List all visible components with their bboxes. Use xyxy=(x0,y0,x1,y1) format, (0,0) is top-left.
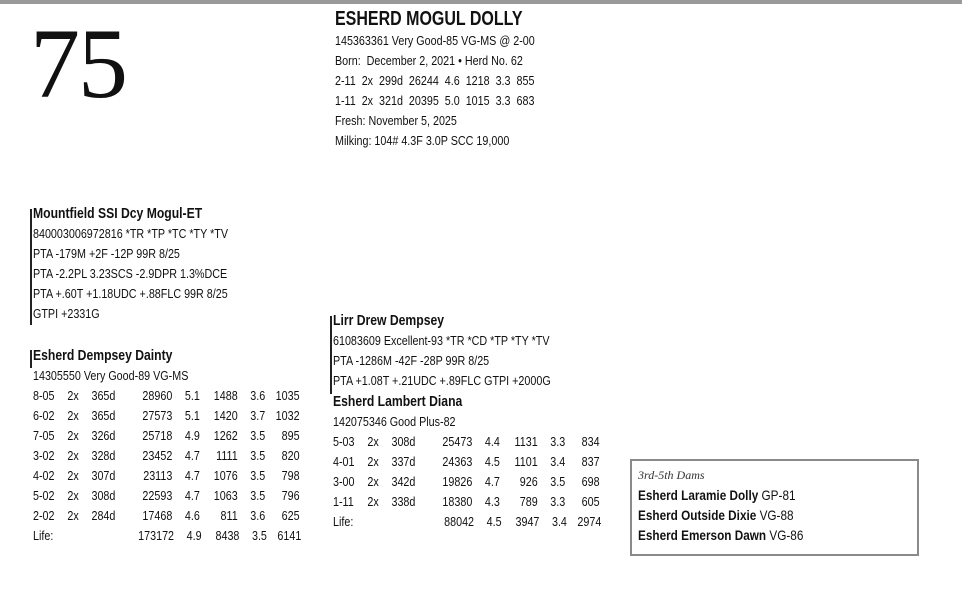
dam-entry-name: Esherd Outside Dixie xyxy=(638,507,757,523)
record-days: 328d xyxy=(91,449,116,463)
mgs-line: PTA -1286M -42F -28P 99R 8/25 xyxy=(333,354,490,368)
mgs-line: PTA +1.08T +.21UDC +.89FLC GTPI +2000G xyxy=(333,374,551,388)
record-fat: 811 xyxy=(220,509,238,523)
record-days: 365d xyxy=(91,409,116,423)
record-fat: 1420 xyxy=(213,409,238,423)
life-fat: 8438 xyxy=(215,529,240,543)
record-milk: 28960 xyxy=(142,389,173,403)
dam-life-row xyxy=(33,526,301,546)
dam-block xyxy=(33,346,345,546)
gdam-records xyxy=(333,432,645,512)
gdam-block xyxy=(333,392,645,532)
sire-line: PTA -179M +2F -12P 99R 8/25 xyxy=(33,247,180,261)
record-protein-pct: 3.7 xyxy=(250,409,266,423)
record-age: 2-02 xyxy=(33,509,55,523)
record-milking-freq: 2x xyxy=(367,455,379,469)
record-days: 342d xyxy=(391,475,416,489)
record-days: 365d xyxy=(91,389,116,403)
record-age: 3-00 xyxy=(333,475,355,489)
record-days: 337d xyxy=(391,455,416,469)
record-row xyxy=(333,452,601,472)
record-row xyxy=(33,386,301,406)
dam-entry xyxy=(638,485,796,505)
additional-dams-box xyxy=(630,459,919,556)
record-milking-freq: 2x xyxy=(67,469,79,483)
record-fat: 1131 xyxy=(514,435,538,449)
fresh-line: Fresh: November 5, 2025 xyxy=(335,114,457,128)
record-fat-pct: 4.5 xyxy=(484,455,500,469)
top-rule xyxy=(0,0,962,4)
record-protein: 834 xyxy=(581,435,600,449)
dam-entry-score: GP-81 xyxy=(761,487,796,503)
gdam-name: Esherd Lambert Diana xyxy=(333,394,463,410)
record-age: 1-11 xyxy=(333,495,354,509)
sire-name: Mountfield SSI Dcy Mogul-ET xyxy=(33,206,203,222)
sire-line: 840003006972816 *TR *TP *TC *TY *TV xyxy=(33,227,229,241)
birth-line: Born: December 2, 2021 • Herd No. 62 xyxy=(335,54,523,68)
record-fat: 789 xyxy=(519,495,538,509)
record-protein: 895 xyxy=(281,429,300,443)
life-protein-pct: 3.4 xyxy=(551,515,567,529)
record-fat-pct: 5.1 xyxy=(184,389,200,403)
record-milk: 23452 xyxy=(142,449,173,463)
record-fat-pct: 4.3 xyxy=(484,495,500,509)
sire-line: PTA -2.2PL 3.23SCS -2.9DPR 1.3%DCE xyxy=(33,267,228,281)
dam-entry xyxy=(638,525,803,545)
sire-line: GTPI +2331G xyxy=(33,307,100,321)
record-milking-freq: 2x xyxy=(67,429,79,443)
record-protein: 698 xyxy=(581,475,600,489)
dam-bracket xyxy=(30,350,32,368)
record-protein-pct: 3.5 xyxy=(250,469,266,483)
record-row xyxy=(333,432,601,452)
record-protein-pct: 3.5 xyxy=(250,449,266,463)
lot-number: 75 xyxy=(30,8,126,119)
record-protein: 625 xyxy=(281,509,300,523)
life-protein: 2974 xyxy=(577,515,602,529)
record-days: 326d xyxy=(91,429,116,443)
record-protein-pct: 3.3 xyxy=(550,435,566,449)
record-milk: 23113 xyxy=(143,469,173,483)
record-protein-pct: 3.4 xyxy=(550,455,566,469)
record-protein: 820 xyxy=(281,449,300,463)
record-fat: 1101 xyxy=(514,455,538,469)
mgs-bracket xyxy=(330,316,332,394)
record-fat-pct: 4.6 xyxy=(184,509,200,523)
record-protein-pct: 3.3 xyxy=(550,495,566,509)
record-fat-pct: 4.7 xyxy=(184,469,200,483)
sire-line: PTA +.60T +1.18UDC +.88FLC 99R 8/25 xyxy=(33,287,228,301)
record-days: 308d xyxy=(91,489,116,503)
mgs-block xyxy=(333,311,586,391)
record-fat-pct: 4.9 xyxy=(184,429,200,443)
sire-block xyxy=(33,204,260,324)
life-fat-pct: 4.9 xyxy=(186,529,202,543)
record-milking-freq: 2x xyxy=(67,509,79,523)
dam-entry-score: VG-88 xyxy=(759,507,794,523)
record-fat-pct: 4.7 xyxy=(184,489,200,503)
record-fat-pct: 4.4 xyxy=(484,435,500,449)
life-protein-pct: 3.5 xyxy=(251,529,267,543)
record-line: 1-11 2x 321d 20395 5.0 1015 3.3 683 xyxy=(335,94,535,108)
record-fat-pct: 4.7 xyxy=(484,475,500,489)
life-label: Life: xyxy=(33,529,54,543)
sire-bracket xyxy=(30,209,32,325)
record-milking-freq: 2x xyxy=(367,495,379,509)
record-row xyxy=(33,486,301,506)
record-milk: 18380 xyxy=(442,495,473,509)
life-fat: 3947 xyxy=(515,515,540,529)
record-milking-freq: 2x xyxy=(367,475,379,489)
record-age: 6-02 xyxy=(33,409,55,423)
record-milk: 27573 xyxy=(142,409,173,423)
registration-line: 145363361 Very Good-85 VG-MS @ 2-00 xyxy=(335,34,535,48)
record-row xyxy=(33,406,301,426)
record-protein: 1032 xyxy=(275,409,300,423)
dam-line: 14305550 Very Good-89 VG-MS xyxy=(33,369,189,383)
record-fat: 1076 xyxy=(213,469,238,483)
record-fat-pct: 4.7 xyxy=(184,449,200,463)
record-protein: 1035 xyxy=(275,389,300,403)
record-age: 7-05 xyxy=(33,429,55,443)
record-milk: 25473 xyxy=(442,435,473,449)
mgs-line: 61083609 Excellent-93 *TR *CD *TP *TY *TV xyxy=(333,334,550,348)
record-protein-pct: 3.5 xyxy=(250,429,266,443)
record-days: 308d xyxy=(391,435,416,449)
record-age: 8-05 xyxy=(33,389,55,403)
record-days: 284d xyxy=(91,509,116,523)
record-protein: 798 xyxy=(281,469,300,483)
record-age: 3-02 xyxy=(33,449,55,463)
record-age: 4-02 xyxy=(33,469,55,483)
record-milking-freq: 2x xyxy=(67,489,79,503)
dam-entry-score: VG-86 xyxy=(769,527,804,543)
dam-entry-name: Esherd Emerson Dawn xyxy=(638,527,767,543)
record-age: 4-01 xyxy=(333,455,355,469)
dam-entry xyxy=(638,505,794,525)
record-milk: 22593 xyxy=(142,489,173,503)
record-protein: 605 xyxy=(581,495,600,509)
record-row xyxy=(33,446,301,466)
record-milking-freq: 2x xyxy=(367,435,379,449)
life-label: Life: xyxy=(333,515,354,529)
record-milk: 25718 xyxy=(142,429,173,443)
gdam-life-row xyxy=(333,512,601,532)
record-milking-freq: 2x xyxy=(67,409,79,423)
record-protein-pct: 3.6 xyxy=(250,389,266,403)
record-fat: 1111 xyxy=(216,449,238,463)
dam-records xyxy=(33,386,345,526)
record-milk: 19826 xyxy=(442,475,473,489)
record-row xyxy=(333,472,601,492)
record-protein-pct: 3.5 xyxy=(250,489,266,503)
additional-dams-heading: 3rd-5th Dams xyxy=(638,468,705,482)
record-age: 5-02 xyxy=(33,489,55,503)
life-fat-pct: 4.5 xyxy=(486,515,502,529)
animal-name: ESHERD MOGUL DOLLY xyxy=(335,8,523,30)
record-milk: 24363 xyxy=(442,455,473,469)
record-protein-pct: 3.5 xyxy=(550,475,566,489)
record-protein: 837 xyxy=(581,455,600,469)
main-animal-block xyxy=(335,7,569,151)
record-row xyxy=(33,506,301,526)
gdam-line: 142075346 Good Plus-82 xyxy=(333,415,456,429)
record-protein: 796 xyxy=(281,489,300,503)
life-milk: 173172 xyxy=(138,529,175,543)
dam-name: Esherd Dempsey Dainty xyxy=(33,348,173,364)
record-days: 338d xyxy=(391,495,416,509)
record-days: 307d xyxy=(91,469,116,483)
record-fat: 926 xyxy=(519,475,538,489)
record-milking-freq: 2x xyxy=(67,389,79,403)
mgs-name: Lirr Drew Dempsey xyxy=(333,313,445,329)
record-fat: 1262 xyxy=(213,429,238,443)
record-milk: 17468 xyxy=(142,509,173,523)
record-row xyxy=(33,426,301,446)
record-milking-freq: 2x xyxy=(67,449,79,463)
milking-line: Milking: 104# 4.3F 3.0P SCC 19,000 xyxy=(335,134,510,148)
record-protein-pct: 3.6 xyxy=(250,509,266,523)
record-row xyxy=(33,466,301,486)
life-protein: 6141 xyxy=(277,529,302,543)
record-line: 2-11 2x 299d 26244 4.6 1218 3.3 855 xyxy=(335,74,535,88)
life-milk: 88042 xyxy=(444,515,475,529)
record-fat: 1063 xyxy=(213,489,238,503)
record-row xyxy=(333,492,601,512)
record-fat: 1488 xyxy=(213,389,238,403)
dam-entry-name: Esherd Laramie Dolly xyxy=(638,487,759,503)
record-age: 5-03 xyxy=(333,435,355,449)
record-fat-pct: 5.1 xyxy=(184,409,200,423)
